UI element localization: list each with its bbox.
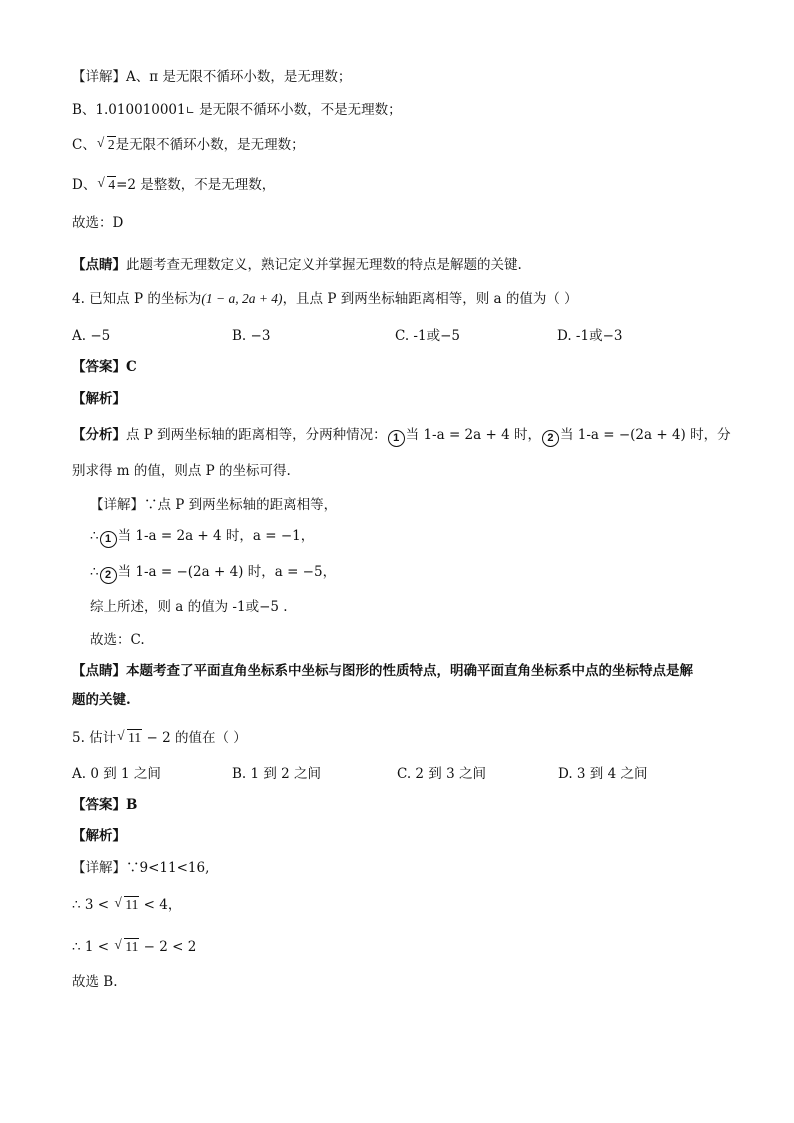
sqrt-2: √ 2 xyxy=(98,136,116,154)
analysis-tag: 【分析】 xyxy=(72,427,126,443)
q5-option-b: B. 1 到 2 之间 xyxy=(232,766,322,782)
q4-detail-4: 综上所述，则 a 的值为 -1或−5 . xyxy=(90,599,288,615)
detail-line-a: 【详解】A、π 是无限不循环小数，是无理数； xyxy=(72,69,352,85)
q5-answer: 【答案】B xyxy=(72,797,138,813)
q5-detail-4: 故选 B. xyxy=(72,974,118,990)
question-5-stem: 5. 估计√ 11 − 2 的值在（ ） xyxy=(72,729,247,747)
circled-2-icon: 2 xyxy=(100,567,117,584)
sqrt-11: √ 11 xyxy=(118,729,142,747)
q5-detail-1: 【详解】∵9<11<16, xyxy=(72,860,210,876)
circled-1-icon: 1 xyxy=(100,531,117,548)
q4-detail-1: 【详解】∵点 P 到两坐标轴的距离相等， xyxy=(90,497,338,513)
line-d-label: D、 xyxy=(72,177,97,193)
question-4-stem: 4. 已知点 P 的坐标为(1 − a, 2a + 4)，且点 P 到两坐标轴距离相等，则 a 的值为（ ） xyxy=(72,291,578,307)
q4-detail-5: 故选：C. xyxy=(90,632,145,648)
q4-detail-3: ∴ 2 当 1-a = −(2a + 4) 时，a = −5， xyxy=(90,563,336,584)
q5-option-a: A. 0 到 1 之间 xyxy=(72,766,161,782)
detail-line-c xyxy=(72,136,305,154)
ellipsis-mark: ∟ xyxy=(185,104,195,117)
choose-d: 故选：D xyxy=(72,215,124,231)
q4-answer: 【答案】C xyxy=(72,359,137,375)
q4-analysis-line-2: 别求得 m 的值，则点 P 的坐标可得. xyxy=(72,463,291,479)
line-b-text: 是无限不循环小数，不是无理数； xyxy=(194,102,402,118)
q4-detail-2: ∴ 1 当 1-a = 2a + 4 时，a = −1， xyxy=(90,527,314,548)
tip-line-3 xyxy=(72,256,522,274)
q5-option-d: D. 3 到 4 之间 xyxy=(558,766,648,782)
line-d-text: =2 是整数，不是无理数， xyxy=(116,177,276,193)
q4-option-b: B. −3 xyxy=(232,328,271,344)
sqrt-4: √ 4 xyxy=(98,176,116,194)
detail-line-b xyxy=(72,101,402,120)
q4-tip-1: 【点睛】本题考查了平面直角坐标系中坐标与图形的性质特点，明确平面直角坐标系中点的坐标特点是解 xyxy=(72,663,693,679)
tip-tag: 【点睛】 xyxy=(72,257,126,273)
line-c-label: C、 xyxy=(72,137,96,153)
q5-detail-3: ∴ 1 < √ 11 − 2 < 2 xyxy=(72,938,196,956)
q5-detail-2: ∴ 3 < √ 11 < 4， xyxy=(72,896,181,914)
sqrt-11: √ 11 xyxy=(115,938,139,956)
sqrt-11: √ 11 xyxy=(115,896,139,914)
q5-option-c: C. 2 到 3 之间 xyxy=(397,766,486,782)
q5-jiexi: 【解析】 xyxy=(72,828,126,844)
q4-tip-2: 题的关键. xyxy=(72,692,131,708)
coordinate-expr: (1 − a, 2a + 4) xyxy=(201,291,283,306)
q4-option-a: A. −5 xyxy=(72,328,111,344)
line-c-text: 是无限不循环小数，是无理数； xyxy=(115,137,305,153)
circled-1-icon: 1 xyxy=(388,430,405,447)
circled-2-icon: 2 xyxy=(542,430,559,447)
q4-analysis-line-1: 【分析】点 P 到两坐标轴的距离相等，分两种情况： 1 当 1-a = 2a + 4 时， 2 当 1-a = −(2a + 4) 时，分 xyxy=(72,426,731,447)
q4-option-d: D. -1或−3 xyxy=(557,328,623,344)
line-b-number: B、1.010010001 xyxy=(72,102,186,118)
tip-tag: 【点睛】 xyxy=(72,663,126,679)
q4-jiexi: 【解析】 xyxy=(72,391,126,407)
q4-option-c: C. -1或−5 xyxy=(395,328,460,344)
tip-text: 此题考查无理数定义，熟记定义并掌握无理数的特点是解题的关键. xyxy=(126,257,522,273)
detail-line-d xyxy=(72,176,275,194)
